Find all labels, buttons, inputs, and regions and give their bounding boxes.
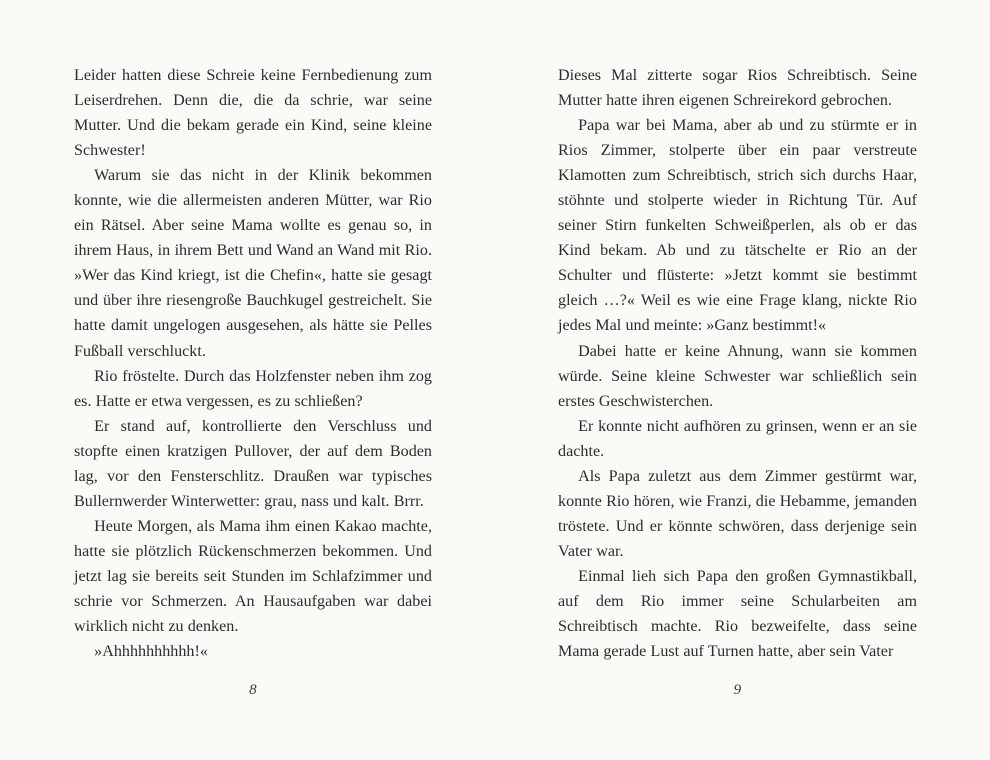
paragraph: Dieses Mal zitterte sogar Rios Schreibtisch. Seine Mutter hatte ihren eigenen Schreirekord gebrochen. bbox=[558, 67, 917, 110]
page-right-text-block bbox=[558, 63, 917, 664]
paragraph: Er konnte nicht aufhören zu grinsen, wenn er an sie dachte. bbox=[558, 417, 917, 460]
paragraph: Leider hatten diese Schreie keine Fernbedienung zum Leiserdrehen. Denn die, die da schrie, war seine Mutter. Und die bekam gerade ein Kind, seine kleine Schwester! bbox=[74, 67, 432, 160]
paragraph: Papa war bei Mama, aber ab und zu stürmte er in Rios Zimmer, stolperte über ein paar verstreute Klamotten zum Schreibtisch, strich sich durchs Haar, stöhnte und stolperte wieder in Richtung Tür. Auf seiner Stirn funkelten Schweißperlen, als ob er das Kind bekam. Ab und zu tätschelte er Rio an der Schulter und flüsterte: »Jetzt kommt sie bestimmt gleich …?« Weil es wie eine Frage klang, nickte Rio jedes Mal und meinte: »Ganz bestimmt!« bbox=[558, 117, 917, 335]
paragraph: »Ahhhhhhhhhh!« bbox=[94, 643, 208, 661]
page-left bbox=[74, 0, 432, 760]
paragraph: Heute Morgen, als Mama ihm einen Kakao machte, hatte sie plötzlich Rückenschmerzen bekommen. Und jetzt lag sie bereits seit Stunden im Schlafzimmer und schrie vor Schmerzen. An Hausaufgaben war dabei wirklich nicht zu denken. bbox=[74, 517, 432, 636]
page-number-left: 8 bbox=[249, 682, 257, 698]
paragraph: Warum sie das nicht in der Klinik bekommen konnte, wie die allermeisten anderen Mütter, war Rio ein Rätsel. Aber seine Mama wollte es genau so, in ihrem Haus, in ihrem Bett und Wand an Wand mit Rio. »Wer das Kind kriegt, ist die Chefin«, hatte sie gesagt und über ihre riesengroße Bauchkugel gestreichelt. Sie hatte damit ungelogen ausgesehen, als hätte sie Pelles Fußball verschluckt. bbox=[74, 167, 432, 360]
page-number-right: 9 bbox=[733, 682, 742, 698]
paragraph: Rio fröstelte. Durch das Holzfenster neben ihm zog es. Hatte er etwa vergessen, es zu schließen? bbox=[74, 367, 432, 410]
paragraph: Als Papa zuletzt aus dem Zimmer gestürmt war, konnte Rio hören, wie Franzi, die Hebamme, jemanden tröstete. Und er könnte schwören, dass derjenige sein Vater war. bbox=[558, 467, 917, 560]
page-right bbox=[558, 0, 917, 760]
paragraph: Einmal lieh sich Papa den großen Gymnastikball, auf dem Rio immer seine Schularbeiten am Schreibtisch machte. Rio bezweifelte, dass seine Mama gerade Lust auf Turnen hatte, aber sein Vater bbox=[558, 567, 917, 661]
paragraph: Er stand auf, kontrollierte den Verschluss und stopfte einen kratzigen Pullover, der auf dem Boden lag, vor den Fensterschlitz. Draußen war typisches Bullernwerder Winterwetter: grau, nass und kalt. Brrr. bbox=[74, 417, 432, 510]
page-left-text-block bbox=[74, 63, 432, 664]
paragraph: Dabei hatte er keine Ahnung, wann sie kommen würde. Seine kleine Schwester war schließlich sein erstes Geschwisterchen. bbox=[558, 342, 917, 410]
